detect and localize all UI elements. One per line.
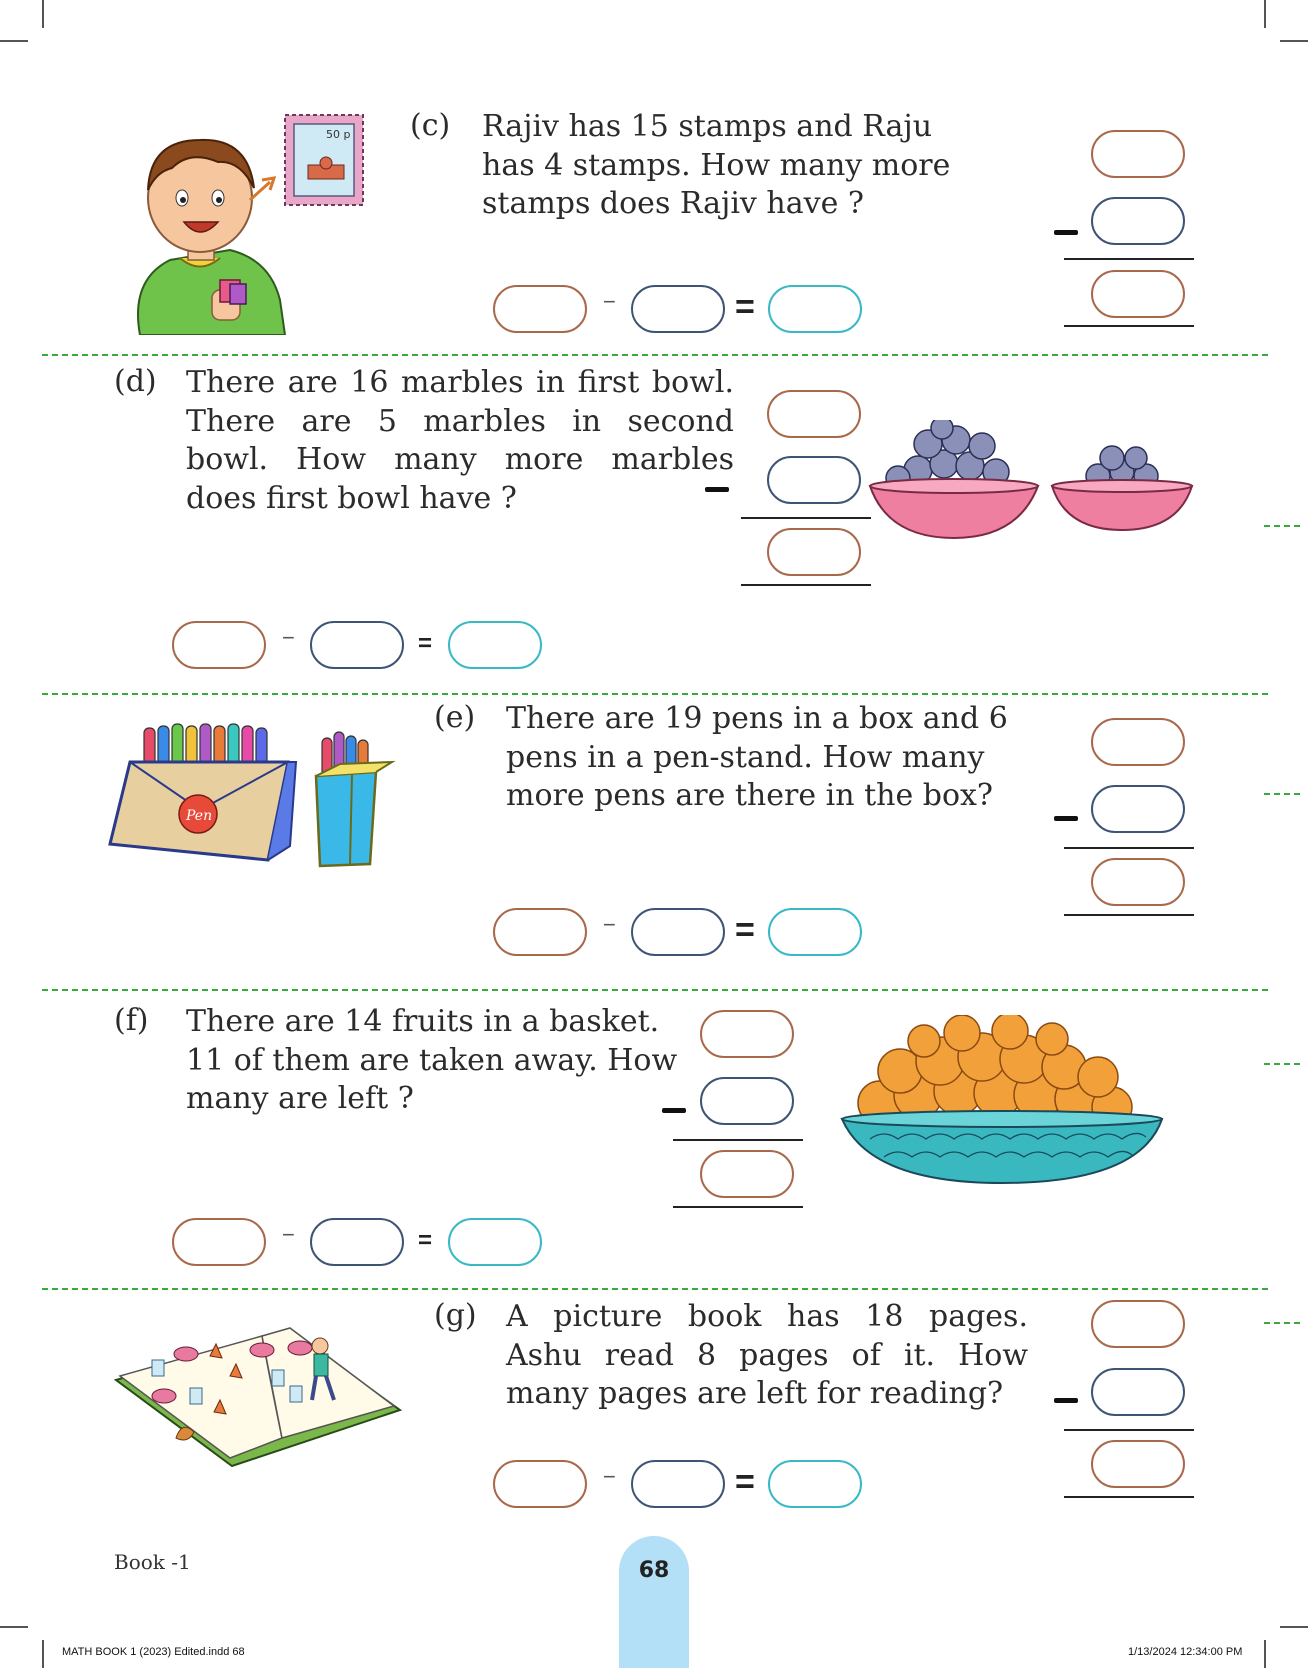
sum-line — [741, 584, 871, 586]
minuend-box[interactable] — [767, 390, 861, 438]
difference-box[interactable] — [700, 1150, 794, 1198]
question-f-label: (f) — [114, 1003, 149, 1038]
question-f-text: There are 14 fruits in a basket. 11 of them are taken away. How many are left ? — [186, 1004, 678, 1116]
sum-line — [1064, 1496, 1194, 1498]
question-c-label: (c) — [410, 108, 451, 143]
question-d-label: (d) — [114, 364, 157, 399]
crop-mark — [0, 1626, 28, 1628]
crop-mark — [1280, 1626, 1308, 1628]
answer-box[interactable] — [768, 285, 862, 333]
first-number-box[interactable] — [493, 285, 587, 333]
pen-box-and-stand-illustration — [100, 714, 410, 874]
minuend-box[interactable] — [1091, 130, 1185, 178]
sum-line — [1064, 325, 1194, 327]
minus-sign — [705, 487, 729, 492]
answer-box[interactable] — [448, 621, 542, 669]
crop-mark — [1264, 0, 1266, 28]
print-timestamp: 1/13/2024 12:34:00 PM — [1128, 1646, 1243, 1658]
boy-with-stamp-illustration — [120, 110, 400, 335]
section-divider — [42, 354, 1268, 356]
sum-line — [1064, 847, 1194, 849]
section-divider — [42, 693, 1268, 695]
minus-sign — [1054, 816, 1078, 821]
question-g-label: (g) — [434, 1298, 477, 1333]
file-info: MATH BOOK 1 (2023) Edited.indd 68 — [62, 1646, 245, 1658]
picture-book-illustration — [112, 1320, 404, 1470]
question-g-text: A picture book has 18 pages. Ashu read 8 pages of it. How many pages are left for reading? — [506, 1299, 1028, 1411]
subtrahend-box[interactable] — [1091, 785, 1185, 833]
first-number-box[interactable] — [493, 908, 587, 956]
difference-box[interactable] — [1091, 1440, 1185, 1488]
equals-sign: = — [418, 1227, 433, 1254]
difference-box[interactable] — [767, 528, 861, 576]
difference-box[interactable] — [1091, 270, 1185, 318]
minus-sign: − — [603, 289, 616, 314]
minus-sign: − — [282, 625, 295, 650]
answer-box[interactable] — [448, 1218, 542, 1266]
answer-box[interactable] — [768, 908, 862, 956]
minuend-box[interactable] — [700, 1010, 794, 1058]
crop-mark — [0, 40, 28, 42]
first-number-box[interactable] — [493, 1460, 587, 1508]
equals-sign: = — [735, 911, 755, 949]
sum-line — [1064, 258, 1194, 260]
minus-sign — [662, 1108, 686, 1113]
subtrahend-box[interactable] — [1091, 1368, 1185, 1416]
section-divider — [42, 1288, 1268, 1290]
pen-box-label: Pen — [186, 808, 213, 824]
page-number-tab — [619, 1536, 689, 1668]
stamp-value: 50 p — [326, 128, 351, 141]
subtrahend-box[interactable] — [767, 456, 861, 504]
fruit-basket-illustration — [840, 1015, 1165, 1185]
crop-mark — [1264, 1640, 1266, 1668]
minus-sign — [1054, 230, 1078, 235]
second-number-box[interactable] — [631, 285, 725, 333]
minus-sign: − — [603, 912, 616, 937]
sum-line — [1064, 1429, 1194, 1431]
section-divider — [1264, 525, 1300, 527]
sum-line — [673, 1206, 803, 1208]
question-e-label: (e) — [434, 700, 476, 735]
minus-sign — [1054, 1398, 1078, 1403]
subtrahend-box[interactable] — [700, 1077, 794, 1125]
marble-bowls-illustration — [868, 420, 1198, 545]
crop-mark — [1280, 40, 1308, 42]
question-e-text: There are 19 pens in a box and 6 pens in a pen-stand. How many more pens are there in the box? — [506, 701, 1008, 813]
difference-box[interactable] — [1091, 858, 1185, 906]
second-number-box[interactable] — [310, 621, 404, 669]
minus-sign: − — [282, 1222, 295, 1247]
sum-line — [741, 517, 871, 519]
question-d-text: There are 16 marbles in first bowl. There are 5 marbles in second bowl. How many more marbles does first bowl have ? — [186, 365, 734, 516]
second-number-box[interactable] — [310, 1218, 404, 1266]
first-number-box[interactable] — [172, 621, 266, 669]
page-number: 68 — [638, 1558, 670, 1583]
sum-line — [1064, 914, 1194, 916]
equals-sign: = — [735, 288, 755, 326]
book-label: Book -1 — [114, 1550, 191, 1574]
equals-sign: = — [418, 630, 433, 657]
second-number-box[interactable] — [631, 908, 725, 956]
answer-box[interactable] — [768, 1460, 862, 1508]
question-c-text: Rajiv has 15 stamps and Raju has 4 stamps. How many more stamps does Rajiv have ? — [482, 109, 951, 221]
minuend-box[interactable] — [1091, 718, 1185, 766]
crop-mark — [42, 0, 44, 28]
subtrahend-box[interactable] — [1091, 197, 1185, 245]
minus-sign: − — [603, 1464, 616, 1489]
minuend-box[interactable] — [1091, 1300, 1185, 1348]
section-divider — [1264, 1063, 1300, 1065]
section-divider — [1264, 793, 1300, 795]
crop-mark — [42, 1640, 44, 1668]
first-number-box[interactable] — [172, 1218, 266, 1266]
second-number-box[interactable] — [631, 1460, 725, 1508]
equals-sign: = — [735, 1463, 755, 1501]
section-divider — [42, 989, 1268, 991]
section-divider — [1264, 1322, 1300, 1324]
sum-line — [673, 1139, 803, 1141]
